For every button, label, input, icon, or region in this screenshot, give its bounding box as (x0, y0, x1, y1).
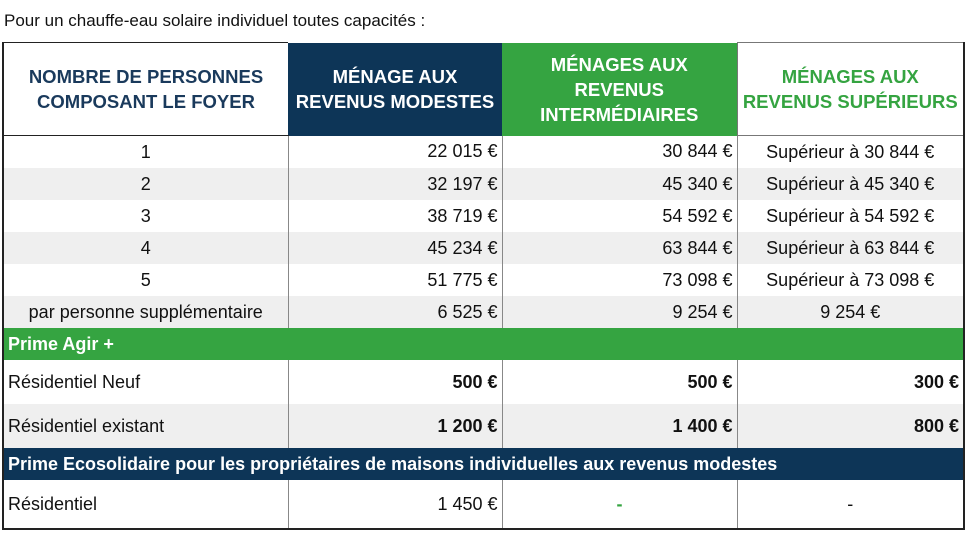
header-modest: MÉNAGE AUX REVENUS MODESTES (288, 43, 502, 136)
intermediate-cell: 73 098 € (502, 264, 737, 296)
persons-cell: 1 (3, 136, 288, 169)
modest-cell: 1 200 € (288, 404, 502, 448)
intro-text: Pour un chauffe-eau solaire individuel toutes capacités : (4, 11, 426, 30)
prime-agir-band (3, 328, 964, 360)
persons-cell: 3 (3, 200, 288, 232)
superior-cell: Supérieur à 45 340 € (737, 168, 964, 200)
prime-label: Résidentiel (3, 480, 288, 529)
intermediate-cell: 45 340 € (502, 168, 737, 200)
prime-agir-title: Prime Agir + (3, 328, 964, 360)
table-row (3, 296, 964, 328)
intermediate-cell: 1 400 € (502, 404, 737, 448)
modest-cell: 6 525 € (288, 296, 502, 328)
table-row (3, 360, 964, 404)
superior-cell: 9 254 € (737, 296, 964, 328)
modest-cell: 32 197 € (288, 168, 502, 200)
prime-label: Résidentiel Neuf (3, 360, 288, 404)
superior-cell: 300 € (737, 360, 964, 404)
income-thresholds-table (2, 42, 965, 530)
intermediate-cell: 63 844 € (502, 232, 737, 264)
modest-cell: 500 € (288, 360, 502, 404)
table-row (3, 200, 964, 232)
intermediate-cell: 500 € (502, 360, 737, 404)
persons-cell: 4 (3, 232, 288, 264)
superior-cell: Supérieur à 63 844 € (737, 232, 964, 264)
intermediate-cell: - (502, 480, 737, 529)
modest-cell: 45 234 € (288, 232, 502, 264)
table-row (3, 136, 964, 169)
table-row (3, 264, 964, 296)
modest-cell: 51 775 € (288, 264, 502, 296)
superior-cell: Supérieur à 54 592 € (737, 200, 964, 232)
prime-ecosolidaire-title: Prime Ecosolidaire pour les propriétaires de maisons individuelles aux revenus modestes (3, 448, 964, 480)
intermediate-cell: 30 844 € (502, 136, 737, 169)
table-row (3, 404, 964, 448)
modest-cell: 22 015 € (288, 136, 502, 169)
superior-cell: Supérieur à 73 098 € (737, 264, 964, 296)
superior-cell: Supérieur à 30 844 € (737, 136, 964, 169)
modest-cell: 38 719 € (288, 200, 502, 232)
persons-cell: par personne supplémentaire (3, 296, 288, 328)
superior-cell: 800 € (737, 404, 964, 448)
prime-ecosolidaire-band (3, 448, 964, 480)
header-row (3, 43, 964, 136)
persons-cell: 5 (3, 264, 288, 296)
prime-label: Résidentiel existant (3, 404, 288, 448)
intermediate-cell: 9 254 € (502, 296, 737, 328)
table-row (3, 168, 964, 200)
superior-cell: - (737, 480, 964, 529)
header-superior: MÉNAGES AUX REVENUS SUPÉRIEURS (737, 43, 964, 136)
header-household: NOMBRE DE PERSONNES COMPOSANT LE FOYER (3, 43, 288, 136)
persons-cell: 2 (3, 168, 288, 200)
header-intermediate: MÉNAGES AUX REVENUS INTERMÉDIAIRES (502, 43, 737, 136)
table-row (3, 480, 964, 529)
table-row (3, 232, 964, 264)
modest-cell: 1 450 € (288, 480, 502, 529)
intermediate-cell: 54 592 € (502, 200, 737, 232)
